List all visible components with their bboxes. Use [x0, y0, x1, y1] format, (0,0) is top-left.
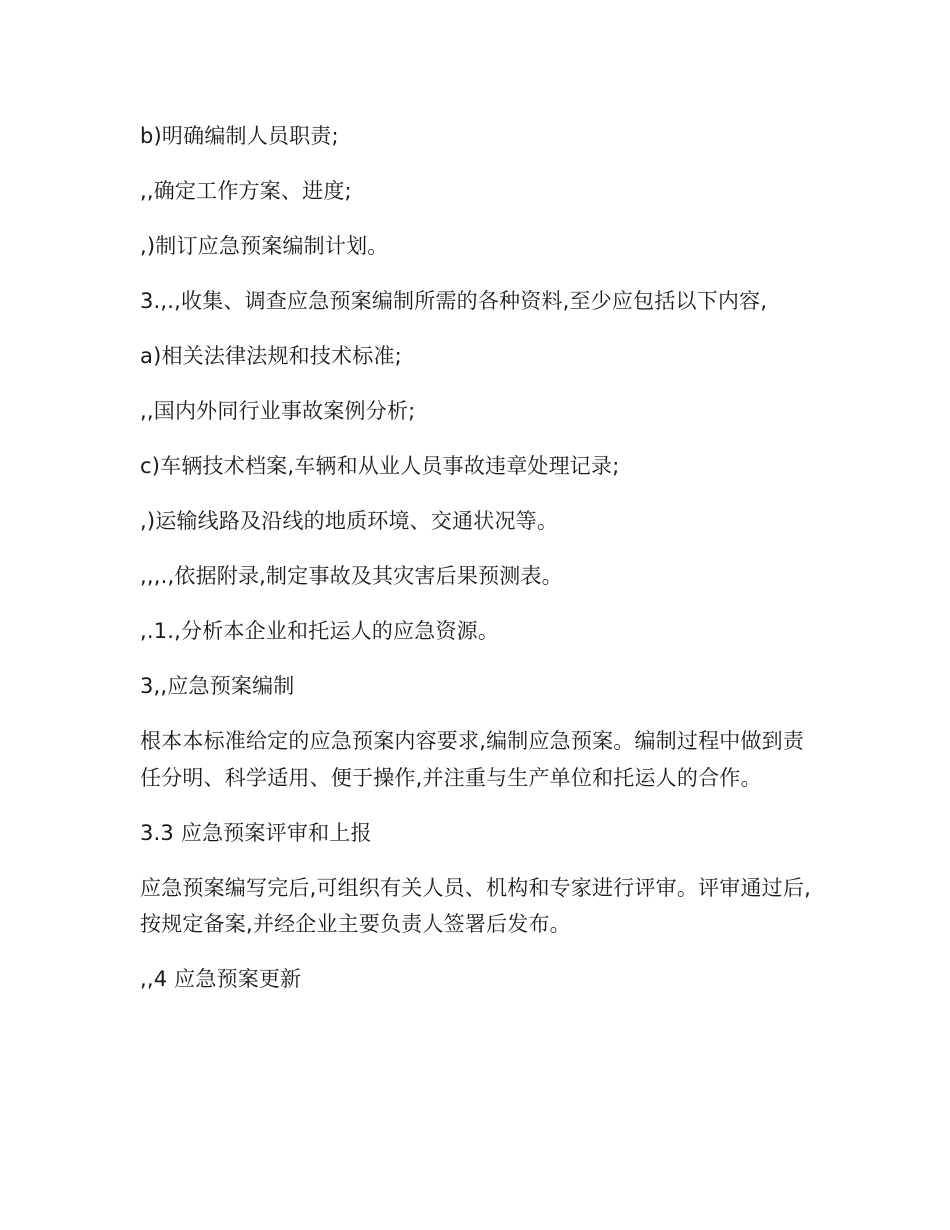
- paragraph-b-staff-duties: b)明确编制人员职责;: [140, 124, 339, 148]
- paragraph-collect-materials: 3.,.,收集、调查应急预案编制所需的各种资料,至少应包括以下内容,: [140, 289, 768, 313]
- section-heading-plan-update: ,,4 应急预案更新: [140, 967, 302, 991]
- paragraph-review-body: 应急预案编写完后,可组织有关人员、机构和专家进行评审。评审通过后,按规定备案,并经企业主要负责人签署后发布。: [140, 875, 811, 936]
- document-body: [140, 118, 812, 1016]
- paragraph-work-plan: ,,确定工作方案、进度;: [140, 179, 352, 203]
- section-heading-plan-compilation: 3,,应急预案编制: [140, 674, 295, 698]
- paragraph-compilation-body: 根本本标准给定的应急预案内容要求,编制应急预案。编制过程中做到责任分明、科学适用、便于操作,并注重与生产单位和托运人的合作。: [140, 729, 805, 790]
- paragraph-route-conditions: ,)运输线路及沿线的地质环境、交通状况等。: [140, 509, 559, 533]
- paragraph-accident-cases: ,,国内外同行业事故案例分析;: [140, 399, 416, 423]
- paragraph-emergency-resources: ,.1.,分析本企业和托运人的应急资源。: [140, 619, 500, 643]
- paragraph-consequence-table: ,,,.,依据附录,制定事故及其灾害后果预测表。: [140, 564, 563, 588]
- paragraph-compile-schedule: ,)制订应急预案编制计划。: [140, 234, 389, 258]
- section-heading-review-report: 3.3 应急预案评审和上报: [140, 820, 372, 845]
- paragraph-c-vehicle-records: c)车辆技术档案,车辆和从业人员事故违章处理记录;: [140, 454, 620, 478]
- paragraph-a-laws-standards: a)相关法律法规和技术标准;: [140, 344, 402, 368]
